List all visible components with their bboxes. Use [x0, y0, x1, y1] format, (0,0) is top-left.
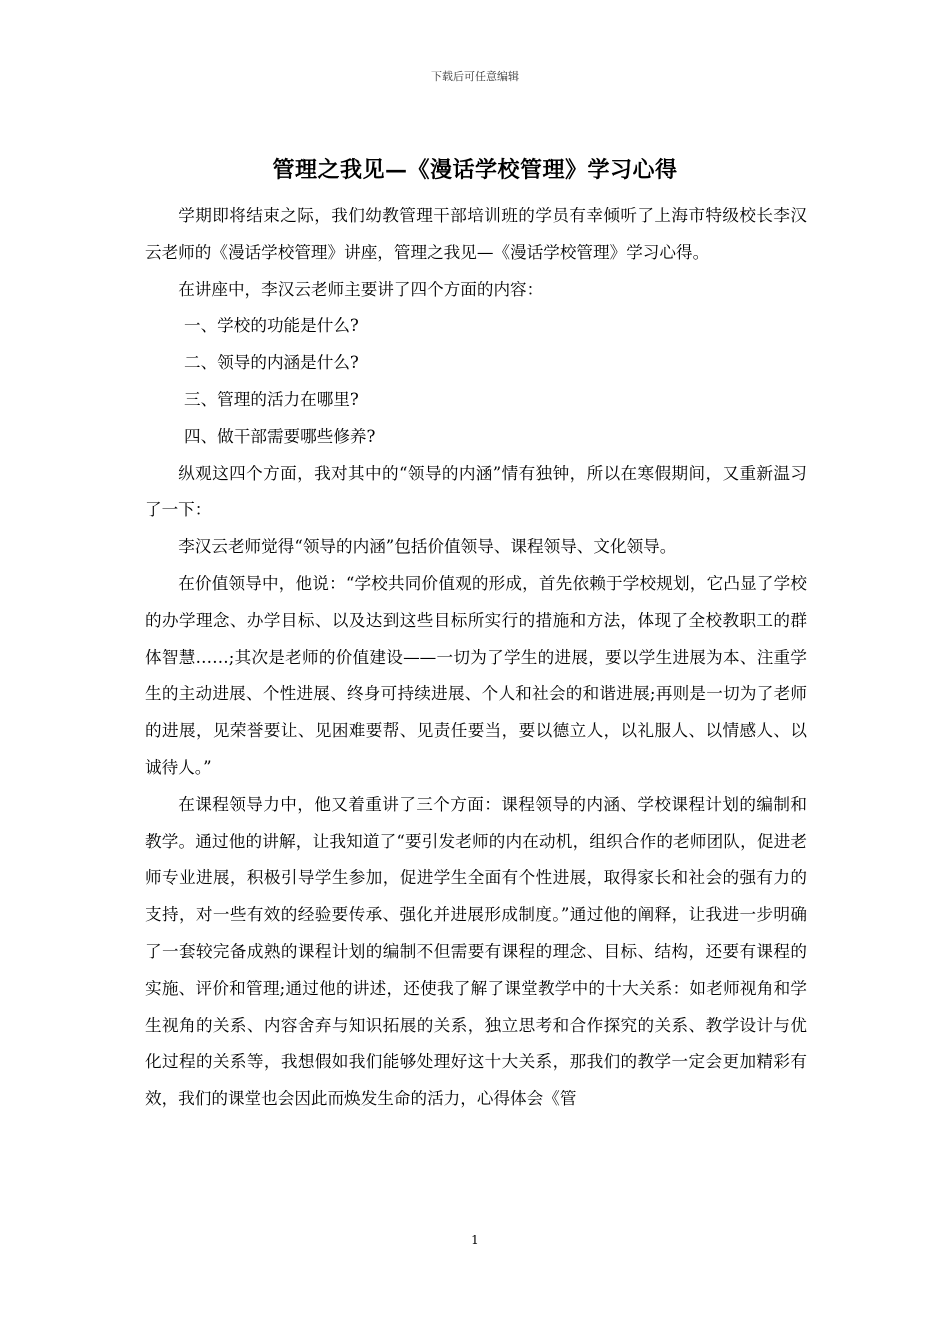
- paragraph-value-leadership: 在价值领导中，他说：“学校共同价值观的形成，首先依赖于学校规划，它凸显了学校的办学理念、办学目标、以及达到这些目标所实行的措施和方法，体现了全校教职工的群体智慧……;其次是老师的价值建设——一切为了学生的进展，要以学生进展为本、注重学生的主动进展、个性进展、终身可持续进展、个人和社会的和谐进展;再则是一切为了老师的进展，见荣誉要让、见困难要帮、见责任要当，要以德立人，以礼服人、以情感人、以诚待人。”: [145, 573, 807, 777]
- paragraph-intro: 学期即将结束之际，我们幼教管理干部培训班的学员有幸倾听了上海市特级校长李汉云老师的《漫话学校管理》讲座，管理之我见—《漫话学校管理》学习心得。: [145, 206, 807, 262]
- paragraph-leadership-connotation: 李汉云老师觉得“领导的内涵”包括价值领导、课程领导、文化领导。: [178, 537, 677, 557]
- paragraph-curriculum-leadership: 在课程领导力中，他又着重讲了三个方面：课程领导的内涵、学校课程计划的编制和教学。通过他的讲解，让我知道了“要引发老师的内在动机，组织合作的老师团队，促进老师专业进展，积极引导学生参加，促进学生全面有个性进展，取得家长和社会的强有力的支持，对一些有效的经验要传承、强化并进展形成制度。”通过他的阐释，让我进一步明确了一套较完备成熟的课程计划的编制不但需要有课程的理念、目标、结构，还要有课程的实施、评价和管理;通过他的讲述，还使我了解了课堂教学中的十大关系：如老师视角和学生视角的关系、内容舍弃与知识拓展的关系，独立思考和合作探究的关系、教学设计与优化过程的关系等，我想假如我们能够处理好这十大关系，那我们的教学一定会更加精彩有效，我们的课堂也会因此而焕发生命的活力，心得体会《管: [145, 794, 807, 1109]
- list-item: 一、学校的功能是什么?: [184, 316, 359, 336]
- list-item: 二、领导的内涵是什么?: [184, 353, 359, 373]
- page-header-note: 下载后可任意编辑: [431, 70, 519, 83]
- paragraph-lecture-outline: 在讲座中，李汉云老师主要讲了四个方面的内容：: [178, 279, 544, 299]
- document-title: 管理之我见—《漫话学校管理》学习心得: [272, 157, 678, 183]
- document-body: [145, 198, 807, 1118]
- list-item: 四、做干部需要哪些修养?: [184, 426, 376, 446]
- paragraph-overview: 纵观这四个方面，我对其中的“领导的内涵”情有独钟，所以在寒假期间，又重新温习了一下：: [145, 463, 807, 520]
- list-item: 三、管理的活力在哪里?: [184, 389, 359, 409]
- page-number: 1: [471, 1233, 479, 1247]
